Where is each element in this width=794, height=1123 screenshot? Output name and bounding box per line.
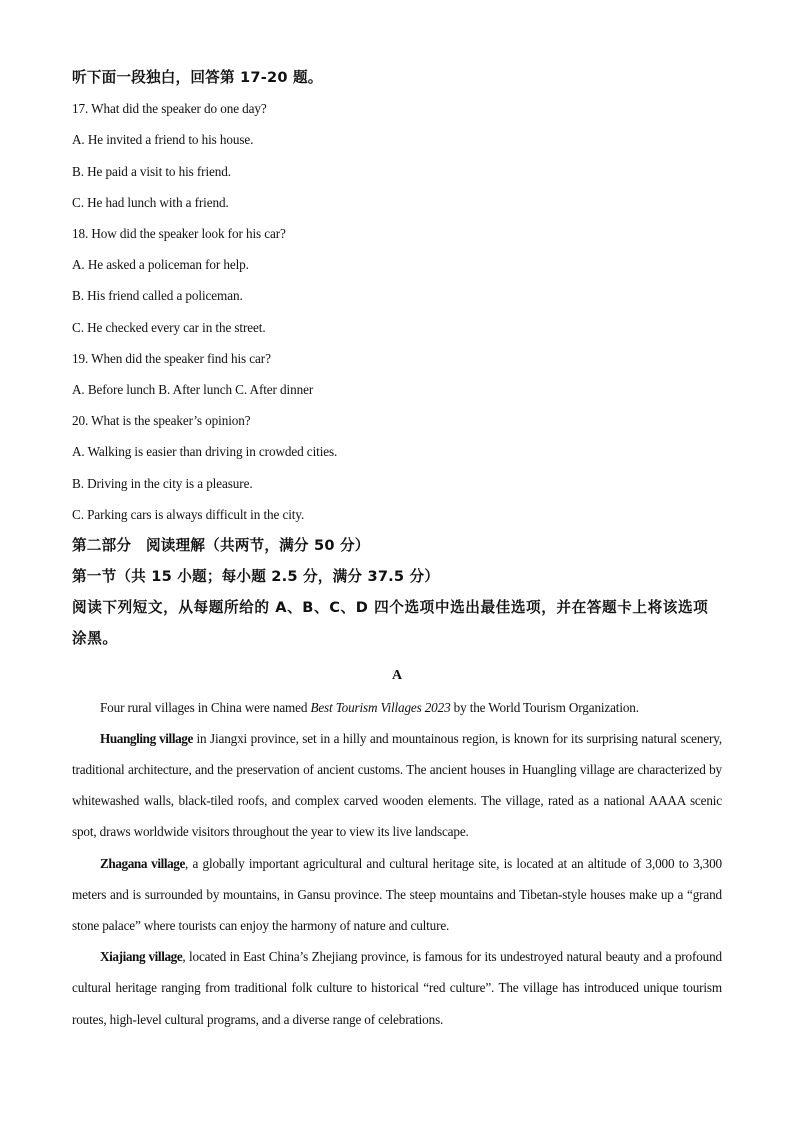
- passage-intro: [72, 692, 722, 723]
- option-20c: C. Parking cars is always difficult in the city.: [72, 506, 305, 522]
- exam-page: [72, 62, 722, 1035]
- village-name: Huangling village: [100, 730, 193, 746]
- option-20b: B. Driving in the city is a pleasure.: [72, 475, 253, 491]
- options-19: A. Before lunch B. After lunch C. After dinner: [72, 382, 314, 398]
- passage-label: A: [391, 668, 403, 684]
- intro-text-end: by the World Tourism Organization.: [450, 699, 639, 715]
- option-17c: C. He had lunch with a friend.: [72, 194, 229, 210]
- village-name: Zhagana village: [100, 855, 185, 871]
- option-17b: B. He paid a visit to his friend.: [72, 163, 231, 179]
- option-18b: B. His friend called a policeman.: [72, 288, 243, 304]
- reading-instruction: 阅读下列短文，从每题所给的 A、B、C、D 四个选项中选出最佳选项，并在答题卡上将该选项涂黑。: [72, 599, 709, 648]
- part-two-heading: 第二部分 阅读理解（共两节，满分 50 分）: [72, 537, 370, 555]
- question-17: 17. What did the speaker do one day?: [72, 101, 267, 117]
- paragraph-xiajiang: [72, 941, 722, 1035]
- question-19: 19. When did the speaker find his car?: [72, 350, 271, 366]
- option-18c: C. He checked every car in the street.: [72, 319, 266, 335]
- option-17a: A. He invited a friend to his house.: [72, 132, 254, 148]
- option-18a: A. He asked a policeman for help.: [72, 257, 249, 273]
- paragraph-huangling: [72, 723, 722, 848]
- option-20a: A. Walking is easier than driving in crowded cities.: [72, 444, 338, 460]
- award-title: Best Tourism Villages 2023: [310, 699, 451, 715]
- section-one-heading: 第一节（共 15 小题；每小题 2.5 分，满分 37.5 分）: [72, 568, 440, 586]
- paragraph-zhagana: [72, 848, 722, 942]
- village-name: Xiajiang village: [100, 949, 183, 965]
- paragraph-text: , located in East China’s Zhejiang province, is famous for its undestroyed natural beauty and a profound cultural heritage ranging from traditional folk culture to historical “red culture”. The village has introduced unique tourism routes, high-level cultural programs, and a diverse range of celebrations.: [72, 949, 722, 1027]
- intro-text: Four rural villages in China were named: [100, 699, 311, 715]
- question-20: 20. What is the speaker’s opinion?: [72, 413, 251, 429]
- question-18: 18. How did the speaker look for his car?: [72, 226, 286, 242]
- listening-instruction: 听下面一段独白，回答第 17-20 题。: [72, 69, 323, 86]
- paragraph-text: , a globally important agricultural and cultural heritage site, is located at an altitude of 3,000 to 3,300 meters and is surrounded by mountains, in Gansu province. The steep mountains and Tibetan-style houses make up a “grand stone palace” where tourists can enjoy the harmony of nature and culture.: [72, 855, 723, 934]
- paragraph-text: in Jiangxi province, set in a hilly and mountainous region, is known for its surprising natural scenery, traditional architecture, and the preservation of ancient customs. The ancient houses in Huangling village are characterized by whitewashed walls, black-tiled roofs, and complex carved wooden elements. The village, rated as a national AAAA scenic spot, draws worldwide visitors throughout the year to view its live landscape.: [72, 730, 722, 840]
